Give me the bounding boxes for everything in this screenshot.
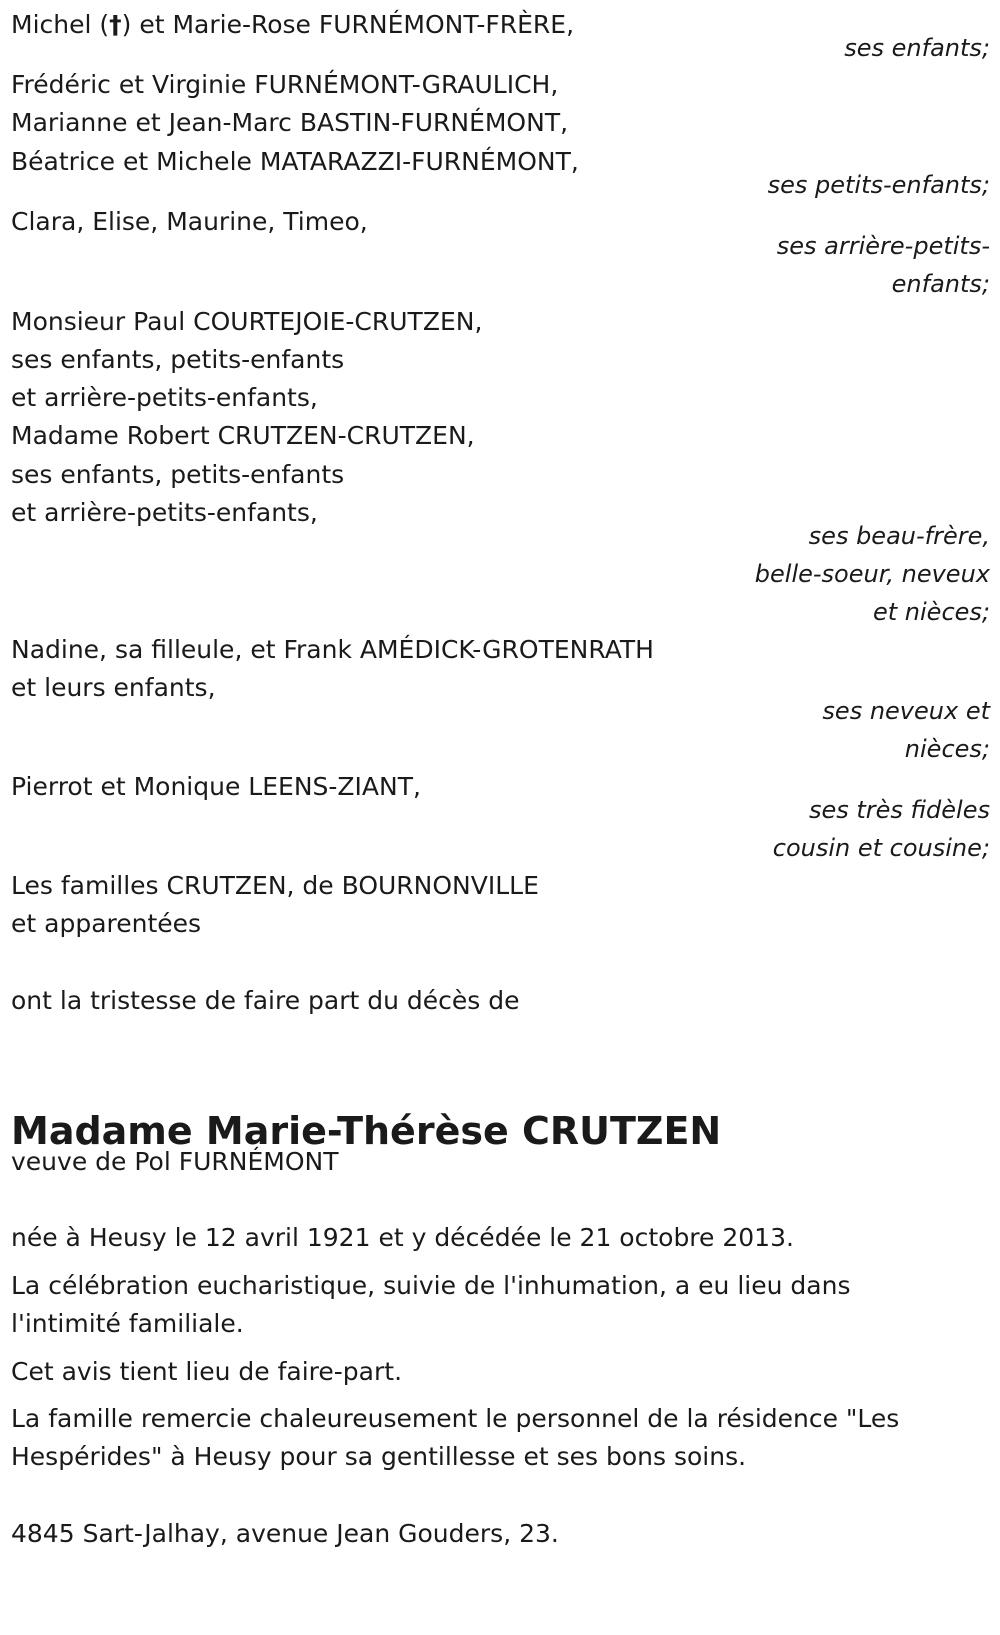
in-laws-line-2: ses enfants, petits-enfants <box>11 345 345 374</box>
relation-in-laws-1: ses beau-frère, <box>808 522 990 550</box>
grandchildren-line-2: Marianne et Jean-Marc BASTIN-FURNÉMONT, <box>11 108 569 137</box>
relation-children: ses enfants; <box>844 34 990 62</box>
address: 4845 Sart-Jalhay, avenue Jean Gouders, 23. <box>11 1519 559 1548</box>
nephews-line-1: Nadine, sa filleule, et Frank AMÉDICK-GROTENRATH <box>11 635 654 664</box>
deceased-name: Madame Marie-Thérèse CRUTZEN <box>11 1109 722 1153</box>
announcement-intro: ont la tristesse de faire part du décès de <box>11 986 520 1015</box>
in-laws-line-3: et arrière-petits-enfants, <box>11 383 318 412</box>
grandchildren-line-3: Béatrice et Michele MATARAZZI-FURNÉMONT, <box>11 147 579 176</box>
relation-great-grandchildren-2: enfants; <box>891 270 990 298</box>
grandchildren-line-1: Frédéric et Virginie FURNÉMONT-GRAULICH, <box>11 70 559 99</box>
thanks-line-1: La famille remercie chaleureusement le personnel de la résidence "Les <box>11 1404 900 1433</box>
families-line-2: et apparentées <box>11 909 202 938</box>
children-name-part-2: ) et Marie-Rose FURNÉMONT-FRÈRE, <box>121 10 575 39</box>
birth-death: née à Heusy le 12 avril 1921 et y décédée le 21 octobre 2013. <box>11 1223 794 1252</box>
ceremony-line-2: l'intimité familiale. <box>11 1309 244 1338</box>
nephews-line-2: et leurs enfants, <box>11 673 216 702</box>
notice: Cet avis tient lieu de faire-part. <box>11 1357 403 1386</box>
relation-cousins-1: ses très fidèles <box>808 796 990 824</box>
children-name-part-1: Michel ( <box>11 10 110 39</box>
relation-great-grandchildren-1: ses arrière-petits- <box>776 232 990 260</box>
great-grandchildren-line: Clara, Elise, Maurine, Timeo, <box>11 207 368 236</box>
in-laws-line-6: et arrière-petits-enfants, <box>11 498 318 527</box>
relation-nephews-1: ses neveux et <box>822 697 990 725</box>
relation-in-laws-2: belle-soeur, neveux <box>754 560 990 588</box>
widow-of: veuve de Pol FURNÉMONT <box>11 1147 339 1176</box>
cousins-line: Pierrot et Monique LEENS-ZIANT, <box>11 772 421 801</box>
in-laws-line-4: Madame Robert CRUTZEN-CRUTZEN, <box>11 421 475 450</box>
relation-cousins-2: cousin et cousine; <box>772 834 990 862</box>
relation-in-laws-3: et nièces; <box>873 598 990 626</box>
relation-grandchildren: ses petits-enfants; <box>767 171 990 199</box>
ceremony-line-1: La célébration eucharistique, suivie de l'inhumation, a eu lieu dans <box>11 1271 851 1300</box>
in-laws-line-1: Monsieur Paul COURTEJOIE-CRUTZEN, <box>11 307 483 336</box>
families-line-1: Les familles CRUTZEN, de BOURNONVILLE <box>11 871 539 900</box>
thanks-line-2: Hespérides" à Heusy pour sa gentillesse et ses bons soins. <box>11 1442 747 1471</box>
relation-nephews-2: nièces; <box>904 735 990 763</box>
cross-icon: † <box>109 10 122 39</box>
in-laws-line-5: ses enfants, petits-enfants <box>11 460 345 489</box>
children-line <box>11 5 574 45</box>
